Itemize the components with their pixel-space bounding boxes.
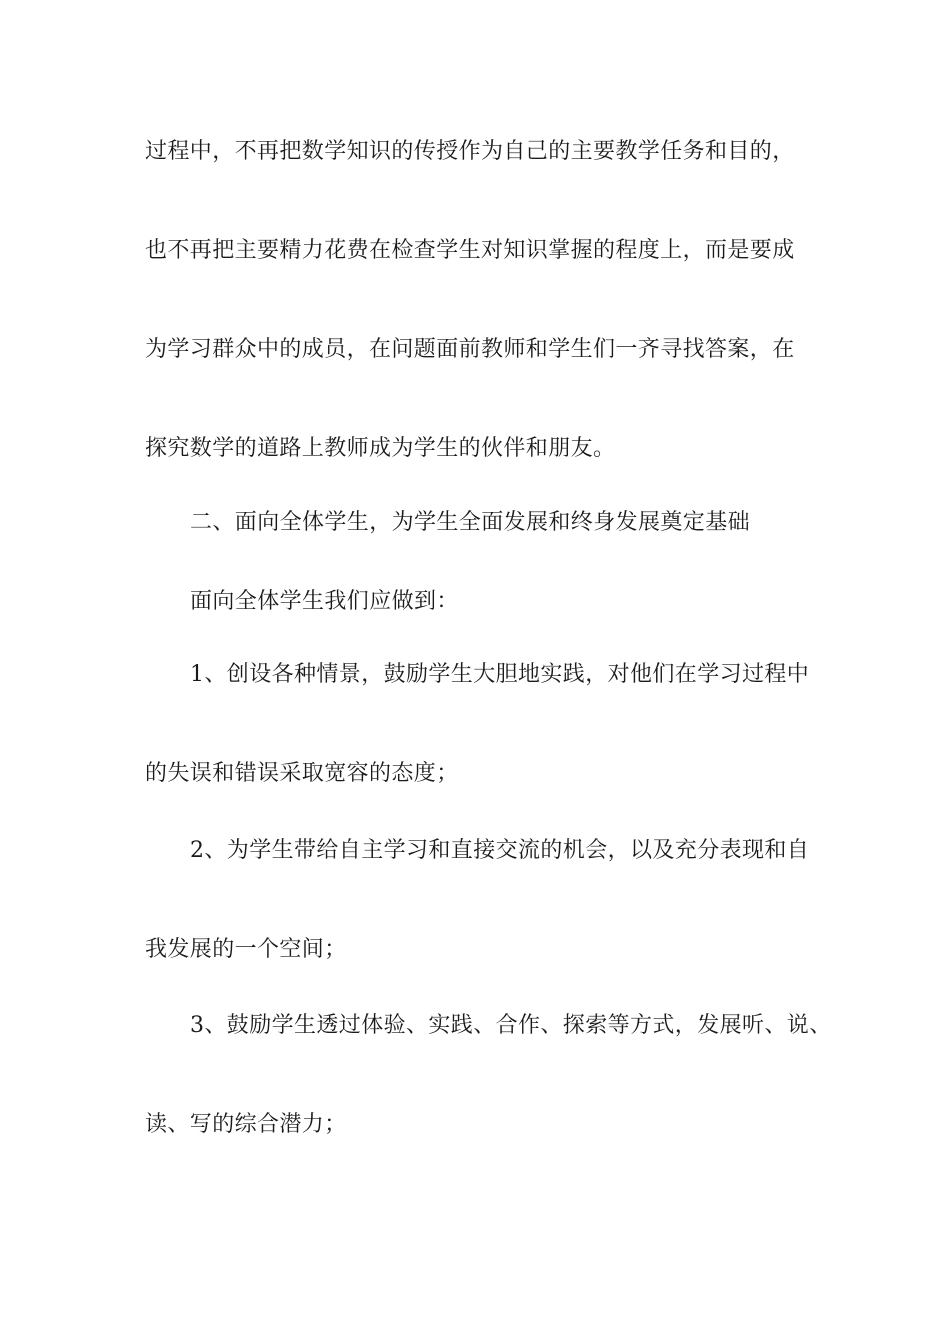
list-item-1-continuation: 的失误和错误采取宽容的态度； (145, 761, 459, 786)
list-item-2-continuation: 我发展的一个空间； (145, 937, 347, 962)
paragraph-line: 过程中，不再把数学知识的传授作为自己的主要教学任务和目的， (145, 139, 795, 164)
paragraph-line: 也不再把主要精力花费在检查学生对知识掌握的程度上，而是要成 (145, 238, 795, 263)
paragraph-line: 面向全体学生我们应做到： (190, 589, 459, 614)
list-item-3-continuation: 读、写的综合潜力； (145, 1112, 347, 1137)
list-item-2-line: 2、为学生带给自主学习和直接交流的机会，以及充分表现和自 (190, 838, 810, 863)
paragraph-line: 探究数学的道路上教师成为学生的伙伴和朋友。 (145, 436, 616, 461)
section-heading: 二、面向全体学生，为学生全面发展和终身发展奠定基础 (190, 510, 751, 535)
list-item-3-line: 3、鼓励学生透过体验、实践、合作、探索等方式，发展听、说、 (190, 1013, 832, 1038)
list-item-1-line: 1、创设各种情景，鼓励学生大胆地实践，对他们在学习过程中 (190, 662, 810, 687)
paragraph-line: 为学习群众中的成员，在问题面前教师和学生们一齐寻找答案，在 (145, 337, 795, 362)
